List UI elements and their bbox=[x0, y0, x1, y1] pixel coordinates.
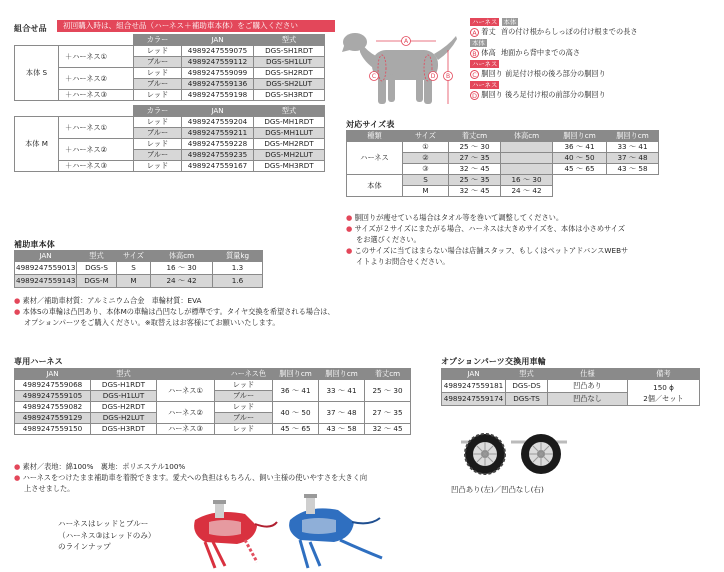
note-line: ● ハーネスをつけたまま補助車を着脱できます。愛犬への負担はもちろん、飼い主様の使いやすさを大きく向 bbox=[14, 473, 368, 482]
waist-cell: 33 〜 41 bbox=[607, 142, 659, 153]
legend-letter-a: A bbox=[403, 38, 409, 46]
color-cell: ブルー bbox=[134, 79, 182, 90]
jan-cell: 4989247559235 bbox=[182, 150, 254, 161]
note-line: 上させました。 bbox=[24, 484, 75, 493]
legend-name: 体高 bbox=[481, 48, 496, 57]
legend-item-b bbox=[470, 38, 720, 58]
option-section-title: オプションパーツ交換用車輪 bbox=[441, 357, 546, 366]
caption-line: のラインナップ bbox=[58, 542, 111, 551]
weight-cell: 1.3 bbox=[213, 262, 263, 275]
color-cell: レッド bbox=[134, 139, 182, 150]
empty-cell bbox=[501, 153, 553, 164]
size-cell: ② bbox=[403, 153, 449, 164]
size-cell: S bbox=[117, 262, 151, 275]
length-cell: 32 〜 45 bbox=[449, 186, 501, 197]
model-cell: DGS-MH2LUT bbox=[254, 150, 325, 161]
height-cell: 24 〜 42 bbox=[151, 275, 213, 288]
col-header: 型式 bbox=[91, 369, 157, 380]
table-row bbox=[15, 68, 325, 79]
col-header: 胴回りcm bbox=[319, 369, 365, 380]
jan-cell: 4989247559075 bbox=[182, 46, 254, 57]
col-header: 型式 bbox=[254, 106, 325, 117]
empty-cell bbox=[501, 164, 553, 175]
col-header: 種類 bbox=[347, 131, 403, 142]
model-cell: DGS-M bbox=[77, 275, 117, 288]
legend-desc: 首の付け根からしっぽの付け根までの長さ bbox=[500, 27, 638, 36]
caption-line: ハーネスはレッドとブルー bbox=[58, 519, 149, 528]
legend-desc: 地面から背中までの高さ bbox=[500, 48, 581, 57]
chest-cell: 40 〜 50 bbox=[273, 402, 319, 424]
body-size-cell: 本体 S bbox=[15, 46, 59, 101]
option-table bbox=[441, 368, 700, 406]
jan-cell: 4989247559099 bbox=[182, 68, 254, 79]
type-cell: 本体 bbox=[347, 175, 403, 197]
legend bbox=[470, 17, 720, 100]
waist-cell: 43 〜 58 bbox=[607, 164, 659, 175]
circle-letter: C bbox=[470, 70, 479, 79]
col-header: 型式 bbox=[506, 369, 548, 380]
table-row bbox=[15, 424, 411, 435]
col-header: JAN bbox=[182, 35, 254, 46]
set-section-banner: 初回購入時は、組合せ品（ハーネス＋補助車本体）をご購入ください bbox=[57, 20, 335, 32]
lineup-caption bbox=[58, 518, 155, 553]
legend-letter-b: B bbox=[445, 73, 451, 81]
jan-cell: 4989247559204 bbox=[182, 117, 254, 128]
col-header: 体高cm bbox=[151, 251, 213, 262]
table-row bbox=[15, 275, 263, 288]
note-line: ● 胴回りが痩せている場合はタオル等を巻いて調整してください。 bbox=[346, 213, 564, 222]
model-cell: DGS-DS bbox=[506, 380, 548, 393]
header-row bbox=[15, 106, 325, 117]
harness-name-cell: ハーネス② bbox=[157, 402, 215, 424]
cart-table bbox=[14, 250, 263, 288]
model-cell: DGS-MH3RDT bbox=[254, 161, 325, 172]
model-cell: DGS-TS bbox=[506, 393, 548, 406]
color-cell: レッド bbox=[215, 380, 273, 391]
color-cell: レッド bbox=[134, 90, 182, 101]
empty-cell bbox=[59, 106, 134, 117]
col-header: カラー bbox=[134, 35, 182, 46]
chest-cell: 45 〜 65 bbox=[273, 424, 319, 435]
model-cell: DGS-SH3RDT bbox=[254, 90, 325, 101]
jan-cell: 4989247559211 bbox=[182, 128, 254, 139]
harness-cell: ＋ハーネス② bbox=[59, 139, 134, 161]
chest-cell: 45 〜 65 bbox=[553, 164, 607, 175]
circle-letter: B bbox=[470, 49, 479, 58]
jan-cell: 4989247559105 bbox=[15, 391, 91, 402]
col-header: カラー bbox=[134, 106, 182, 117]
color-cell: ブルー bbox=[134, 57, 182, 68]
table-row bbox=[15, 117, 325, 128]
harness-cell: ＋ハーネス② bbox=[59, 68, 134, 90]
tag-body: 本体 bbox=[503, 18, 517, 26]
length-cell: 32 〜 45 bbox=[365, 424, 411, 435]
table-row bbox=[15, 139, 325, 150]
legend-name: 胴回り bbox=[481, 90, 503, 99]
col-header: 体高cm bbox=[501, 131, 553, 142]
model-cell: DGS-H1RDT bbox=[91, 380, 157, 391]
note-line: ● このサイズに当てはまらない場合は店舗スタッフ、もしくはペットアドバンスWEBサ bbox=[346, 246, 629, 255]
set-table bbox=[14, 34, 325, 172]
size-cell: M bbox=[117, 275, 151, 288]
model-cell: DGS-SH2RDT bbox=[254, 68, 325, 79]
color-cell: ブルー bbox=[215, 413, 273, 424]
harness-name-cell: ハーネス③ bbox=[157, 424, 215, 435]
table-row bbox=[347, 142, 659, 153]
cart-section-title: 補助車本体 bbox=[14, 240, 55, 249]
size-table-title: 対応サイズ表 bbox=[346, 120, 395, 129]
circle-letter: D bbox=[471, 91, 477, 100]
weight-cell: 1.6 bbox=[213, 275, 263, 288]
remark-cell: 150 ϕ 2個／セット bbox=[628, 380, 700, 406]
table-row bbox=[442, 380, 700, 393]
legend-desc: 前足付け根の後ろ部分の胴回り bbox=[505, 69, 606, 78]
waist-cell: 37 〜 48 bbox=[319, 402, 365, 424]
col-header: サイズ bbox=[117, 251, 151, 262]
height-cell: 16 〜 30 bbox=[151, 262, 213, 275]
col-header: 胴回りcm bbox=[607, 131, 659, 142]
length-cell: 25 〜 35 bbox=[449, 175, 501, 186]
spec-cell: 凹凸あり bbox=[548, 380, 628, 393]
col-header: 質量kg bbox=[213, 251, 263, 262]
tag-body: 本体 bbox=[472, 39, 485, 47]
length-cell: 32 〜 45 bbox=[449, 164, 501, 175]
color-cell: レッド bbox=[134, 68, 182, 79]
note-line: イトよりお問合せください。 bbox=[356, 257, 450, 266]
model-cell: DGS-H2RDT bbox=[91, 402, 157, 413]
legend-name: 着丈 bbox=[481, 27, 496, 36]
legend-name: 胴回り bbox=[481, 69, 503, 78]
table-row bbox=[347, 175, 659, 186]
chest-cell: 36 〜 41 bbox=[273, 380, 319, 402]
jan-cell: 4989247559167 bbox=[182, 161, 254, 172]
col-header: 着丈cm bbox=[449, 131, 501, 142]
table-row bbox=[15, 262, 263, 275]
harness-cell: ＋ハーネス③ bbox=[59, 90, 134, 101]
empty-cell bbox=[553, 175, 607, 186]
model-cell: DGS-MH1RDT bbox=[254, 117, 325, 128]
note-line: オプションパーツをご購入ください。※取替えはお客様にてお願いいたします。 bbox=[24, 318, 280, 327]
model-cell: DGS-MH1LUT bbox=[254, 128, 325, 139]
col-header: 胴回りcm bbox=[553, 131, 607, 142]
color-cell: レッド bbox=[134, 161, 182, 172]
color-cell: レッド bbox=[215, 402, 273, 413]
length-cell: 27 〜 35 bbox=[365, 402, 411, 424]
length-cell: 25 〜 30 bbox=[365, 380, 411, 402]
jan-cell: 4989247559150 bbox=[15, 424, 91, 435]
note-line: ● 素材／表地：綿100% 裏地：ポリエステル100% bbox=[14, 462, 186, 471]
col-header: ハーネス色 bbox=[157, 369, 273, 380]
col-header: 胴回りcm bbox=[273, 369, 319, 380]
color-cell: レッド bbox=[134, 117, 182, 128]
color-cell: レッド bbox=[134, 46, 182, 57]
harness-cell: ＋ハーネス① bbox=[59, 46, 134, 68]
blue-harness-image bbox=[282, 490, 387, 570]
jan-cell: 4989247559082 bbox=[15, 402, 91, 413]
waist-cell: 37 〜 48 bbox=[607, 153, 659, 164]
col-header: JAN bbox=[182, 106, 254, 117]
length-cell: 27 〜 35 bbox=[449, 153, 501, 164]
model-cell: DGS-SH2LUT bbox=[254, 79, 325, 90]
tag-harness: ハーネス bbox=[472, 18, 498, 26]
empty-cell bbox=[607, 186, 659, 197]
color-cell: ブルー bbox=[134, 150, 182, 161]
size-cell: M bbox=[403, 186, 449, 197]
color-cell: ブルー bbox=[134, 128, 182, 139]
model-cell: DGS-MH2RDT bbox=[254, 139, 325, 150]
jan-cell: 4989247559181 bbox=[442, 380, 506, 393]
empty-cell bbox=[59, 35, 134, 46]
empty-cell bbox=[501, 142, 553, 153]
size-cell: ① bbox=[403, 142, 449, 153]
size-table bbox=[346, 130, 659, 197]
spec-cell: 凹凸なし bbox=[548, 393, 628, 406]
empty-cell bbox=[607, 175, 659, 186]
col-header: 備考 bbox=[628, 369, 700, 380]
size-notes bbox=[346, 212, 628, 267]
legend-letter-c: C bbox=[371, 73, 377, 81]
type-cell: ハーネス bbox=[347, 142, 403, 175]
col-header: JAN bbox=[15, 369, 91, 380]
color-cell: ブルー bbox=[215, 391, 273, 402]
jan-cell: 4989247559068 bbox=[15, 380, 91, 391]
waist-cell: 43 〜 58 bbox=[319, 424, 365, 435]
size-cell: S bbox=[403, 175, 449, 186]
harness-cell: ＋ハーネス① bbox=[59, 117, 134, 139]
jan-cell: 4989247559174 bbox=[442, 393, 506, 406]
height-cell: 24 〜 42 bbox=[501, 186, 553, 197]
table-row bbox=[15, 90, 325, 101]
harness-section-title: 専用ハーネス bbox=[14, 357, 63, 366]
harness-cell: ＋ハーネス③ bbox=[59, 161, 134, 172]
col-header: JAN bbox=[15, 251, 77, 262]
table-row bbox=[15, 46, 325, 57]
circle-letter: A bbox=[470, 28, 479, 37]
tag-harness: ハーネス bbox=[472, 60, 498, 68]
chest-cell: 36 〜 41 bbox=[553, 142, 607, 153]
legend-item-d bbox=[470, 80, 720, 100]
empty-cell bbox=[15, 106, 59, 117]
col-header: 仕様 bbox=[548, 369, 628, 380]
model-cell: DGS-H1LUT bbox=[91, 391, 157, 402]
header-row bbox=[15, 35, 325, 46]
model-cell: DGS-H3RDT bbox=[91, 424, 157, 435]
model-cell: DGS-SH1LUT bbox=[254, 57, 325, 68]
note-line: ● 本体Sの車輪は凸凹あり、本体Mの車輪は凸凹なしが標準です。タイヤ交換を希望される場合は、 bbox=[14, 307, 335, 316]
legend-desc: 後ろ足付け根の前部分の胴回り bbox=[505, 90, 606, 99]
note-line: をお選びください。 bbox=[356, 235, 421, 244]
note-line: ● 素材／補助車材質：アルミニウム合金 車輪材質：EVA bbox=[14, 296, 202, 305]
height-cell: 16 〜 30 bbox=[501, 175, 553, 186]
cart-notes bbox=[14, 295, 335, 328]
red-harness-image bbox=[185, 500, 280, 570]
set-section-title: 組合せ品 bbox=[14, 24, 47, 33]
chest-cell: 40 〜 50 bbox=[553, 153, 607, 164]
body-size-cell: 本体 M bbox=[15, 117, 59, 172]
note-line: ● サイズが２サイズにまたがる場合、ハーネスは大きめサイズを、本体は小さめサイズ bbox=[346, 224, 626, 233]
legend-item-c bbox=[470, 59, 720, 79]
jan-cell: 4989247559228 bbox=[182, 139, 254, 150]
empty-cell bbox=[15, 35, 59, 46]
harness-name-cell: ハーネス① bbox=[157, 380, 215, 402]
size-cell: ③ bbox=[403, 164, 449, 175]
col-header: 型式 bbox=[254, 35, 325, 46]
col-header: サイズ bbox=[403, 131, 449, 142]
legend-item-a bbox=[470, 17, 720, 37]
table-row bbox=[15, 161, 325, 172]
wheel-caption: 凹凸あり(左)／凹凸なし(右) bbox=[451, 485, 544, 494]
empty-cell bbox=[553, 186, 607, 197]
table-row bbox=[15, 380, 411, 391]
jan-cell: 4989247559136 bbox=[182, 79, 254, 90]
jan-cell: 4989247559013 bbox=[15, 262, 77, 275]
dog-diagram bbox=[338, 20, 460, 120]
legend-letter-d: D bbox=[430, 73, 436, 81]
color-cell: レッド bbox=[215, 424, 273, 435]
harness-table bbox=[14, 368, 411, 435]
caption-line: （ハーネス③はレッドのみ） bbox=[58, 530, 156, 540]
length-cell: 25 〜 30 bbox=[449, 142, 501, 153]
wheel-image bbox=[455, 420, 575, 480]
col-header: JAN bbox=[442, 369, 506, 380]
model-cell: DGS-S bbox=[77, 262, 117, 275]
table-row bbox=[15, 402, 411, 413]
col-header: 着丈cm bbox=[365, 369, 411, 380]
jan-cell: 4989247559129 bbox=[15, 413, 91, 424]
jan-cell: 4989247559112 bbox=[182, 57, 254, 68]
model-cell: DGS-SH1RDT bbox=[254, 46, 325, 57]
jan-cell: 4989247559198 bbox=[182, 90, 254, 101]
jan-cell: 4989247559143 bbox=[15, 275, 77, 288]
tag-harness: ハーネス bbox=[472, 81, 498, 89]
col-header: 型式 bbox=[77, 251, 117, 262]
model-cell: DGS-H2LUT bbox=[91, 413, 157, 424]
waist-cell: 33 〜 41 bbox=[319, 380, 365, 402]
